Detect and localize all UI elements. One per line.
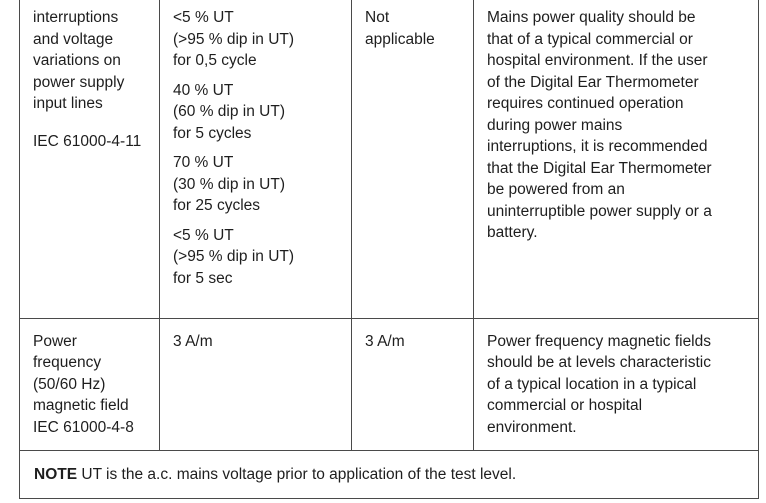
phenomenon-line: (50/60 Hz) <box>33 375 106 393</box>
phenomenon-line: interruptions <box>33 9 119 26</box>
note-label: NOTE <box>34 465 78 483</box>
test-level-line: for 25 cycles <box>173 197 261 214</box>
phenomenon-cell <box>20 0 160 318</box>
test-level-line: for 0,5 cycle <box>173 52 257 69</box>
table-row <box>20 0 759 318</box>
guidance-line: requires continued operation <box>487 95 684 112</box>
guidance-line: commercial or hospital <box>487 397 643 414</box>
guidance-line: of the Digital Ear Thermometer <box>487 73 699 91</box>
compliance-line: 3 A/m <box>365 332 405 350</box>
compliance-line: applicable <box>365 30 435 48</box>
emc-immunity-table <box>19 0 759 499</box>
guidance-line: be powered from an <box>487 181 625 198</box>
test-level-cell <box>160 318 352 450</box>
guidance-cell <box>474 318 759 450</box>
standard-reference: IEC 61000-4-8 <box>33 418 134 436</box>
test-level-group <box>173 80 342 145</box>
guidance-line: environment. <box>487 418 577 436</box>
standard-reference: IEC 61000-4-11 <box>33 132 142 150</box>
guidance-line: uninterruptible power supply or a <box>487 202 712 220</box>
guidance-line: during power mains <box>487 116 623 134</box>
phenomenon-line: and voltage <box>33 30 114 48</box>
test-level-cell <box>160 0 352 318</box>
phenomenon-line: power supply <box>33 73 125 91</box>
note-row <box>20 450 759 498</box>
test-level-group <box>173 152 342 217</box>
guidance-line: should be at levels characteristic <box>487 354 712 371</box>
guidance-line: battery. <box>487 224 538 241</box>
table-row <box>20 318 759 450</box>
test-level-group <box>173 7 342 72</box>
test-level-line: (>95 % dip in UT) <box>173 30 295 48</box>
note-text: UT is the a.c. mains voltage prior to application of the test level. <box>77 465 517 483</box>
guidance-line: hospital environment. If the user <box>487 52 708 69</box>
guidance-line: interruptions, it is recommended <box>487 138 708 155</box>
test-level-line: (30 % dip in UT) <box>173 175 285 193</box>
phenomenon-line: frequency <box>33 354 102 371</box>
note-cell <box>20 450 759 498</box>
phenomenon-cell <box>20 318 160 450</box>
test-level-line: for 5 cycles <box>173 124 252 142</box>
test-level-line: <5 % UT <box>173 9 234 26</box>
test-level-line: <5 % UT <box>173 226 234 244</box>
test-level-line: 40 % UT <box>173 81 234 99</box>
test-level-line: 3 A/m <box>173 332 213 350</box>
test-level-group <box>173 225 342 290</box>
compliance-cell <box>352 318 474 450</box>
compliance-cell <box>352 0 474 318</box>
guidance-line: Power frequency magnetic fields <box>487 332 712 350</box>
guidance-line: that the Digital Ear Thermometer <box>487 159 712 177</box>
test-level-line: 70 % UT <box>173 154 234 171</box>
guidance-line: Mains power quality should be <box>487 9 696 26</box>
phenomenon-line: variations on <box>33 52 121 69</box>
guidance-cell <box>474 0 759 318</box>
phenomenon-line: input lines <box>33 95 103 112</box>
phenomenon-line: magnetic field <box>33 397 129 414</box>
compliance-line: Not <box>365 9 390 26</box>
test-level-line: for 5 sec <box>173 269 233 287</box>
guidance-line: of a typical location in a typical <box>487 375 697 393</box>
test-level-line: (60 % dip in UT) <box>173 103 285 120</box>
guidance-line: that of a typical commercial or <box>487 30 693 48</box>
phenomenon-line: Power <box>33 332 77 350</box>
test-level-line: (>95 % dip in UT) <box>173 248 295 265</box>
